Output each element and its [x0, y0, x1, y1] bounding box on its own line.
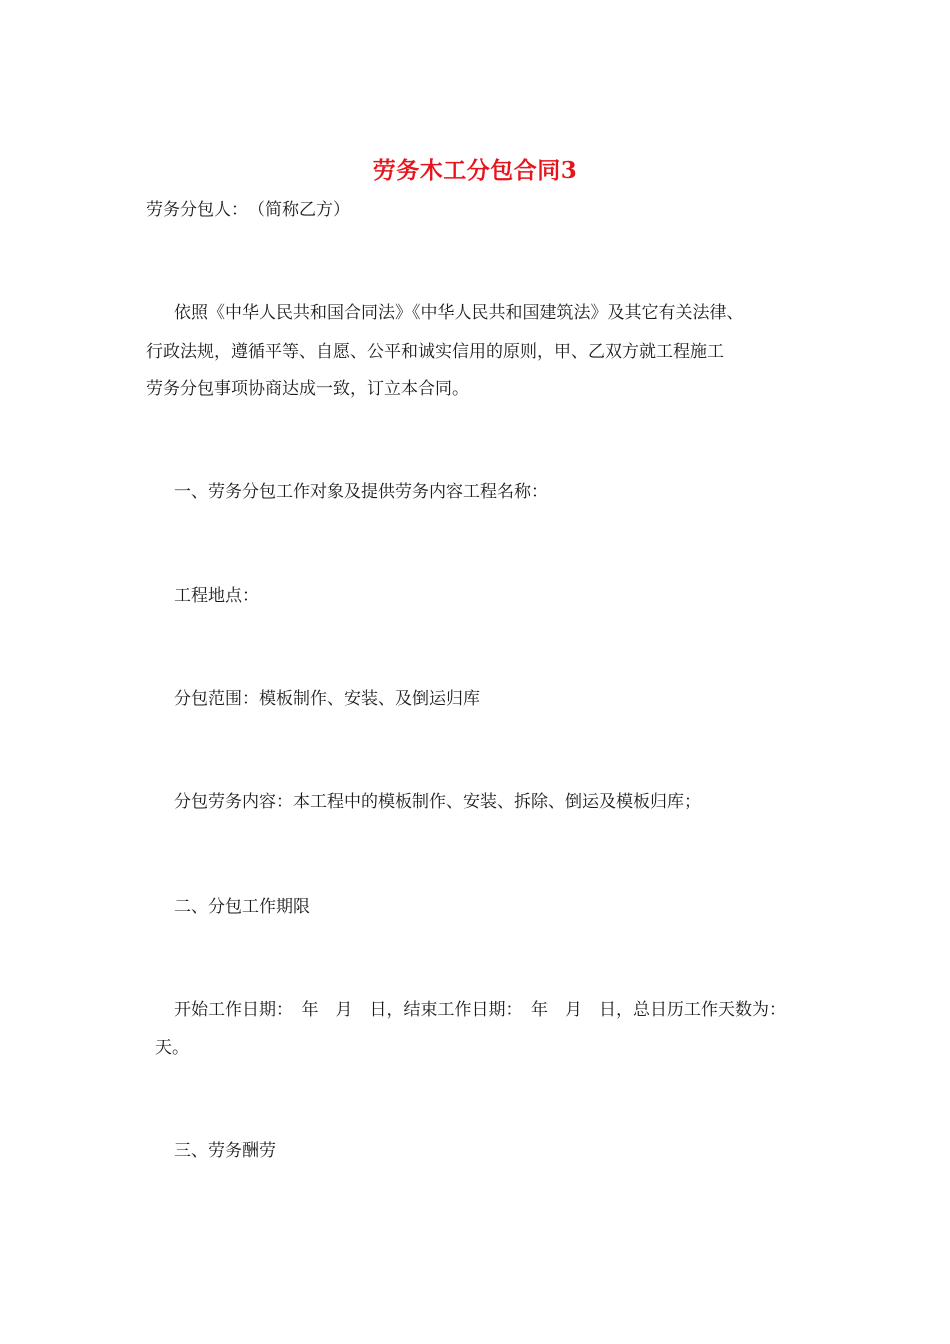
document-title: 劳务木工分包合同3: [372, 157, 578, 184]
section-1-heading: 一、劳务分包工作对象及提供劳务内容工程名称：: [174, 482, 548, 502]
project-location: 工程地点：: [174, 586, 259, 606]
section-3-heading: 三、劳务酬劳: [174, 1141, 276, 1161]
subcontractor-line: 劳务分包人： （简称乙方）: [146, 200, 350, 220]
intro-line-2: 行政法规，遵循平等、自愿、公平和诚实信用的原则，甲、乙双方就工程施工: [146, 342, 724, 362]
intro-line-1: 依照《中华人民共和国合同法》《中华人民共和国建筑法》及其它有关法律、: [174, 303, 744, 323]
work-dates-line: 开始工作日期： 年 月 日，结束工作日期： 年 月 日，总日历工作天数为：: [174, 1000, 786, 1020]
subcontract-content: 分包劳务内容：本工程中的模板制作、安装、拆除、倒运及模板归库；: [174, 792, 701, 812]
subcontract-scope: 分包范围：模板制作、安装、及倒运归库: [174, 689, 480, 709]
section-2-heading: 二、分包工作期限: [174, 897, 310, 917]
work-days-suffix: 天。: [155, 1038, 189, 1058]
intro-line-3: 劳务分包事项协商达成一致，订立本合同。: [146, 379, 469, 399]
